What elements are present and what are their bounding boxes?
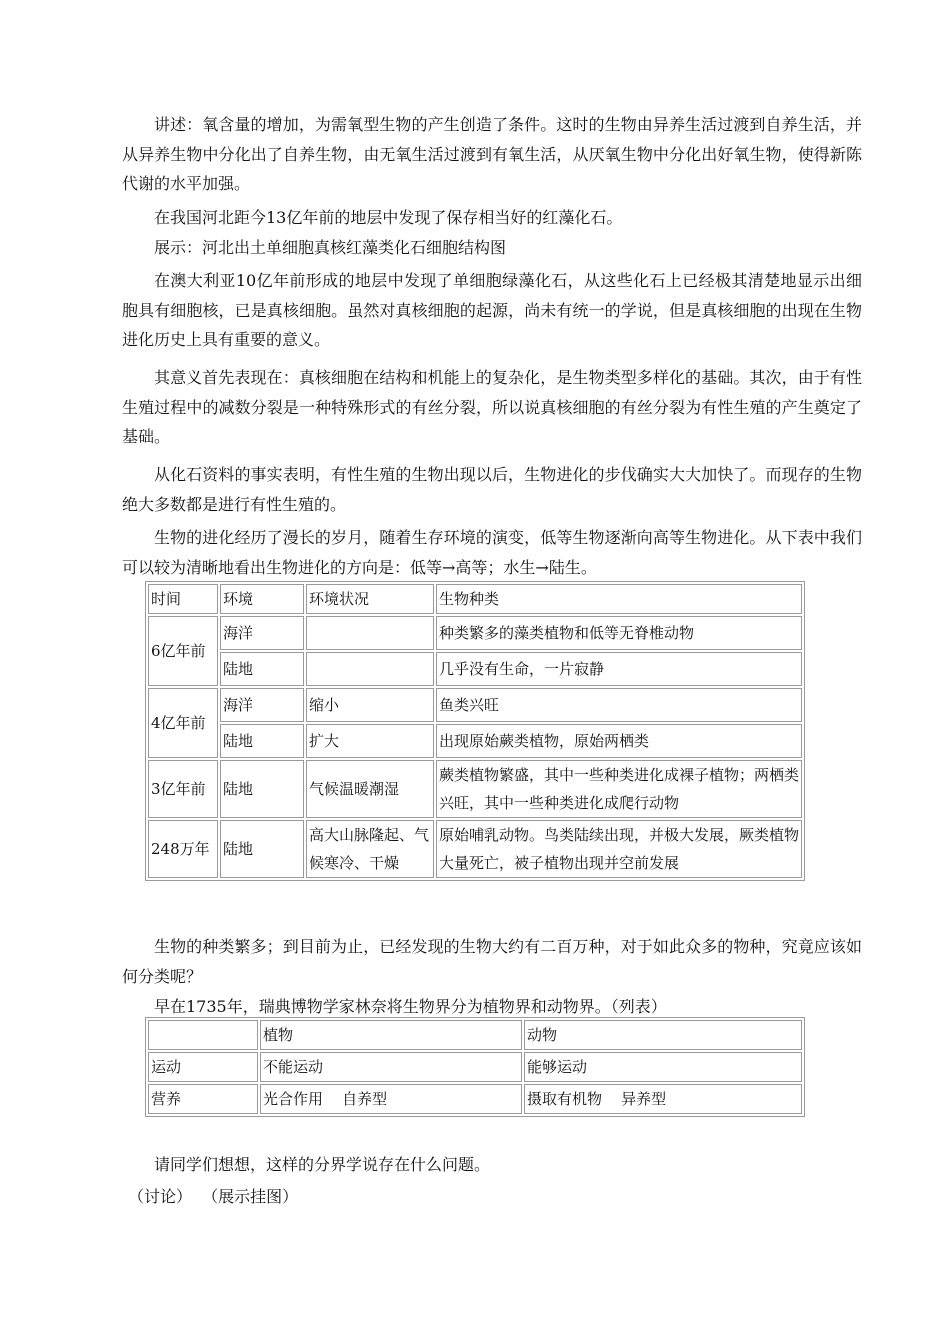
table-header-cell: 环境 <box>220 584 304 614</box>
row-label-cell: 营养 <box>148 1084 258 1114</box>
species-cell: 几乎没有生命，一片寂静 <box>436 652 802 686</box>
paragraph-question: 请同学们想想，这样的分界学说存在什么问题。 <box>154 1155 491 1174</box>
species-cell: 种类繁多的藻类植物和低等无脊椎动物 <box>436 616 802 650</box>
table-header-cell: 生物种类 <box>436 584 802 614</box>
table-row <box>148 688 802 722</box>
plant-cell: 不能运动 <box>260 1052 522 1082</box>
table-header-cell: 环境状况 <box>306 584 434 614</box>
row-label-cell: 运动 <box>148 1052 258 1082</box>
species-cell: 蕨类植物繁盛，其中一些种类进化成裸子植物；两栖类兴旺，其中一些种类进化成爬行动物 <box>436 760 802 818</box>
environment-cell: 海洋 <box>220 616 304 650</box>
kingdom-table <box>145 1017 805 1117</box>
condition-cell <box>306 616 434 650</box>
species-cell: 鱼类兴旺 <box>436 688 802 722</box>
table-header-row <box>148 1020 802 1050</box>
table-row <box>148 652 802 686</box>
paragraph-oxygen: 讲述：氧含量的增加，为需氧型生物的产生创造了条件。这时的生物由异养生活过渡到自养生活，并从异养生物中分化出了自养生物，由无氧生活过渡到有氧生活，从厌氧生物中分化出好氧生物，使得新陈代谢的水平加强。 <box>122 115 862 193</box>
condition-cell <box>306 652 434 686</box>
table-row <box>148 760 802 818</box>
environment-cell: 陆地 <box>220 760 304 818</box>
table-row <box>148 616 802 650</box>
table-row <box>148 1084 802 1114</box>
time-cell: 248万年 <box>148 820 218 878</box>
condition-cell: 气候温暖潮湿 <box>306 760 434 818</box>
environment-cell: 陆地 <box>220 652 304 686</box>
table-row <box>148 820 802 878</box>
table-header-cell: 动物 <box>524 1020 802 1050</box>
condition-cell: 扩大 <box>306 724 434 758</box>
paragraph-linnaeus: 早在1735年，瑞典博物学家林奈将生物界分为植物界和动物界。（列表） <box>154 997 667 1016</box>
animal-cell: 能够运动 <box>524 1052 802 1082</box>
table-header-cell: 时间 <box>148 584 218 614</box>
paragraph-display: 展示：河北出土单细胞真核红藻类化石细胞结构图 <box>154 238 507 257</box>
table-row <box>148 724 802 758</box>
paragraph-green-algae: 在澳大利亚10亿年前形成的地层中发现了单细胞绿藻化石，从这些化石上已经极其清楚地显示出细胞具有细胞核，已是真核细胞。虽然对真核细胞的起源，尚未有统一的学说，但是真核细胞的出现在生物进化历史上具有重要的意义。 <box>122 271 862 349</box>
time-cell: 3亿年前 <box>148 760 218 818</box>
table-row <box>148 1052 802 1082</box>
plant-cell: 光合作用 自养型 <box>260 1084 522 1114</box>
paragraph-fossil-facts: 从化石资料的事实表明，有性生殖的生物出现以后，生物进化的步伐确实大大加快了。而现存的生物绝大多数都是进行有性生殖的。 <box>122 465 862 514</box>
environment-cell: 陆地 <box>220 820 304 878</box>
environment-cell: 海洋 <box>220 688 304 722</box>
environment-cell: 陆地 <box>220 724 304 758</box>
paragraph-classification-question: 生物的种类繁多；到目前为止，已经发现的生物大约有二百万种，对于如此众多的物种，究竟应该如何分类呢？ <box>122 937 862 986</box>
time-cell: 4亿年前 <box>148 688 218 758</box>
paragraph-evolution-direction: 生物的进化经历了漫长的岁月，随着生存环境的演变，低等生物逐渐向高等生物进化。从下表中我们可以较为清晰地看出生物进化的方向是：低等→高等；水生→陆生。 <box>122 528 862 577</box>
condition-cell: 缩小 <box>306 688 434 722</box>
species-cell: 原始哺乳动物。鸟类陆续出现，并极大发展，厥类植物大量死亡，被子植物出现并空前发展 <box>436 820 802 878</box>
paragraph-significance: 其意义首先表现在：真核细胞在结构和机能上的复杂化，是生物类型多样化的基础。其次，由于有性生殖过程中的减数分裂是一种特殊形式的有丝分裂，所以说真核细胞的有丝分裂为有性生殖的产生奠定了基础。 <box>122 368 862 446</box>
table-header-cell: 植物 <box>260 1020 522 1050</box>
time-cell: 6亿年前 <box>148 616 218 686</box>
animal-cell: 摄取有机物 异养型 <box>524 1084 802 1114</box>
condition-cell: 高大山脉隆起、气候寒冷、干燥 <box>306 820 434 878</box>
table-header-row <box>148 584 802 614</box>
paragraph-red-algae: 在我国河北距今13亿年前的地层中发现了保存相当好的红藻化石。 <box>154 208 623 227</box>
species-cell: 出现原始蕨类植物，原始两栖类 <box>436 724 802 758</box>
evolution-table <box>145 581 805 881</box>
paragraph-discussion: （讨论） （展示挂图） <box>128 1187 299 1206</box>
table-header-cell <box>148 1020 258 1050</box>
